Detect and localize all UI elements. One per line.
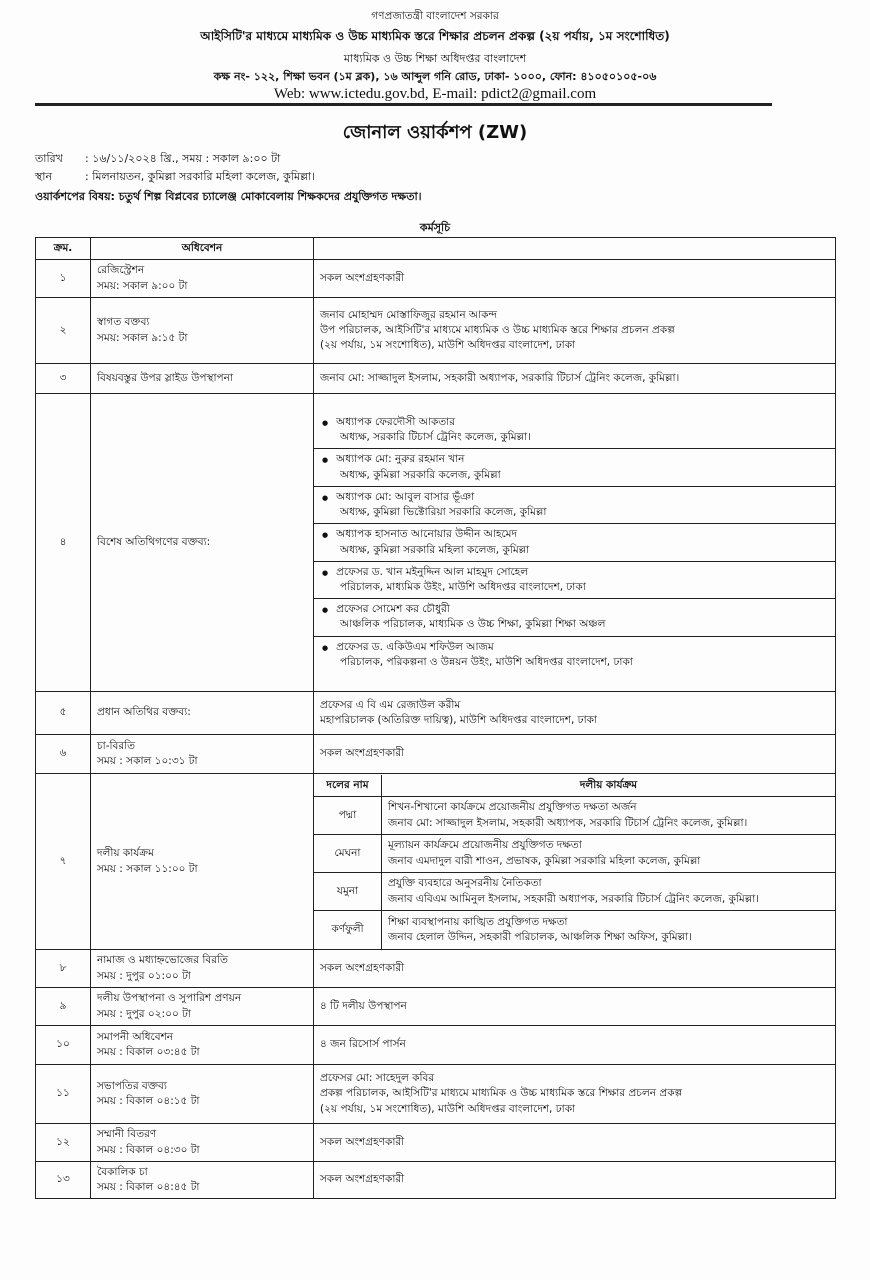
table-row	[36, 260, 836, 298]
group-row	[314, 797, 835, 835]
project-line: আইসিটি'র মাধ্যমে মাধ্যমিক ও উচ্চ মাধ্যমিক স্তরে শিক্ষার প্রচলন প্রকল্প (২য় পর্যায়, ১ম সংশোধিত)	[200, 29, 670, 43]
web-line: Web: www.ictedu.gov.bd, E-mail: pdict2@gmail.com	[273, 86, 597, 102]
detail-cell	[314, 988, 836, 1026]
session-cell	[91, 394, 314, 692]
session-name: প্রধান অতিথির বক্তব্য:	[97, 706, 191, 719]
session-time: সময় : বিকাল ০৪:৪৫ টা	[97, 1181, 200, 1193]
group-row	[314, 911, 835, 949]
guest-item	[314, 637, 835, 673]
session-cell	[91, 692, 314, 735]
bullet-icon: ●	[322, 418, 329, 427]
detail-line: জনাব মোহাম্মদ মোস্তাফিজুর রহমান আকন্দ	[320, 308, 497, 321]
group-activity	[382, 873, 836, 911]
guest-item	[314, 599, 835, 636]
group-topic: শিক্ষা ব্যবস্থাপনায় কাঙ্খিত প্রযুক্তিগত দক্ষতা	[388, 915, 568, 928]
guest-role: অধ্যক্ষ, সরকারি টিচার্স ট্রেনিং কলেজ, কুমিল্লা।	[340, 431, 531, 444]
serial-cell: ১	[36, 260, 91, 298]
group-activity	[382, 835, 836, 873]
schedule-table	[35, 237, 836, 1199]
guest-name: প্রফেসর ড. খান মইনুদ্দিন আল মাহমুদ সোহেল	[336, 565, 529, 578]
detail-cell	[314, 1026, 836, 1065]
date-row	[35, 150, 280, 169]
session-name: সভাপতির বক্তব্য	[97, 1079, 167, 1092]
guest-name: অধ্যাপক মো: নুরুর রহমান খান	[336, 453, 465, 466]
guest-name: প্রফেসর সোমেশ কর চৌধুরী	[336, 603, 450, 616]
table-row	[36, 988, 836, 1026]
group-name: কর্ণফুলী	[314, 911, 382, 949]
session-time: সময় : দুপুর ০১:০০ টা	[97, 969, 191, 982]
guest-name-line	[322, 415, 829, 430]
schedule-title: কর্মসূচি	[419, 221, 451, 234]
session-time: সময় : বিকাল ০৩:৪৫ টা	[97, 1046, 200, 1058]
bullet-icon: ●	[322, 606, 329, 615]
guest-name-line	[322, 452, 829, 467]
table-header	[36, 238, 836, 260]
detail-cell	[314, 394, 836, 692]
detail-cell	[314, 774, 836, 950]
bullet-icon: ●	[322, 568, 329, 577]
serial-cell: ৫	[36, 692, 91, 735]
detail-line: প্রকল্প পরিচালক, আইসিটি'র মাধ্যমে মাধ্যমিক ও উচ্চ মাধ্যমিক স্তরে শিক্ষার প্রচলন প্রকল্প	[320, 1087, 683, 1100]
table-row	[36, 1124, 836, 1162]
detail-line: জনাব মো: সাজ্জাদুল ইসলাম, সহকারী অধ্যাপক, সরকারি টিচার্স ট্রেনিং কলেজ, কুমিল্লা।	[320, 371, 680, 384]
group-topic: মূল্যায়ন কার্যক্রমে প্রয়োজনীয় প্রযুক্তিগত দক্ষতা	[388, 839, 582, 852]
bullet-icon: ●	[322, 643, 329, 652]
session-name: বিশেষ অতিথিগণের বক্তব্য:	[97, 535, 211, 548]
guest-item	[314, 562, 835, 599]
session-name: রেজিস্ট্রেশন	[97, 264, 145, 277]
detail-line: সকল অংশগ্রহণকারী	[320, 1135, 405, 1148]
table-row	[36, 1065, 836, 1124]
col-session: অধিবেশন	[91, 238, 314, 260]
place-row	[35, 168, 315, 187]
detail-line: ৪ জন রিসোর্স পার্সন	[320, 1038, 406, 1051]
session-name: সম্মানী বিতরণ	[97, 1128, 157, 1141]
table-row	[36, 950, 836, 988]
session-time: সময় : সকাল ১০:৩১ টা	[97, 755, 198, 767]
group-name: যমুনা	[314, 873, 382, 911]
serial-cell: ৩	[36, 364, 91, 394]
guest-name: অধ্যাপক মো: আবুল বাসার ভূঁঞা	[336, 490, 475, 503]
session-name: বৈকালিক চা	[97, 1165, 148, 1178]
session-cell	[91, 1065, 314, 1124]
session-name: স্বাগত বক্তব্য	[97, 316, 150, 329]
session-time: সময়: সকাল ৯:০০ টা	[97, 279, 188, 292]
guest-name: অধ্যাপক হাসনাত আনোয়ার উদ্দীন আহমেদ	[336, 528, 518, 541]
group-activity-header: দলীয় কার্যক্রম	[382, 775, 836, 797]
detail-cell	[314, 692, 836, 735]
detail-cell	[314, 735, 836, 774]
serial-cell: ১০	[36, 1026, 91, 1065]
serial-cell: ৪	[36, 394, 91, 692]
table-row	[36, 298, 836, 364]
guest-role: পরিচালক, মাধ্যমিক উইং, মাউশি অধিদপ্তর বাংলাদেশ, ঢাকা	[340, 580, 586, 593]
guest-role: অধ্যক্ষ, কুমিল্লা ভিক্টোরিয়া সরকারি কলেজ, কুমিল্লা	[340, 506, 547, 519]
detail-cell	[314, 298, 836, 364]
table-row	[36, 735, 836, 774]
bullet-icon: ●	[322, 531, 329, 540]
gov-line: গণপ্রজাতন্ত্রী বাংলাদেশ সরকার	[371, 10, 499, 22]
group-topic: শিখন-শিখানো কার্যক্রমে প্রয়োজনীয় প্রযুক্তিগত দক্ষতা অর্জন	[388, 801, 637, 814]
session-name: বিষয়বস্তুর উপর স্লাইড উপস্থাপনা	[97, 371, 233, 384]
session-cell	[91, 260, 314, 298]
detail-cell	[314, 950, 836, 988]
session-cell	[91, 774, 314, 950]
session-cell	[91, 364, 314, 394]
guest-item	[314, 487, 835, 524]
group-name: পদ্মা	[314, 797, 382, 835]
session-name: দলীয় কার্যক্রম	[97, 847, 154, 860]
session-cell	[91, 298, 314, 364]
session-cell	[91, 735, 314, 774]
session-name: নামাজ ও মধ্যাহ্নভোজের বিরতি	[97, 954, 228, 967]
place-label: স্থান	[35, 170, 53, 183]
detail-line: প্রফেসর মো: সাহেদুল কবির	[320, 1072, 435, 1085]
detail-cell	[314, 364, 836, 394]
session-name: সমাপনী অধিবেশন	[97, 1030, 174, 1043]
guest-name-line	[322, 565, 829, 580]
session-cell	[91, 1026, 314, 1065]
serial-cell: ১১	[36, 1065, 91, 1124]
group-activity	[382, 797, 836, 835]
col-serial: ক্রম.	[36, 238, 91, 260]
guest-name-line	[322, 640, 829, 655]
detail-line: সকল অংশগ্রহণকারী	[320, 961, 405, 974]
page-title: জোনাল ওয়ার্কশপ (ZW)	[342, 122, 528, 143]
table-row	[36, 692, 836, 735]
group-table	[314, 775, 835, 949]
table-row	[36, 1026, 836, 1065]
detail-line: সকল অংশগ্রহণকারী	[320, 1173, 405, 1186]
detail-line: মহাপরিচালক (অতিরিক্ত দায়িত্ব), মাউশি অধিদপ্তর বাংলাদেশ, ঢাকা	[320, 714, 598, 726]
serial-cell: ৮	[36, 950, 91, 988]
table-row	[36, 774, 836, 950]
group-lead: জনাব হেলাল উদ্দিন, সহকারী পরিচালক, আঞ্চলিক শিক্ষা অফিস, কুমিল্লা।	[388, 930, 692, 943]
dept-line: মাধ্যমিক ও উচ্চ শিক্ষা অধিদপ্তর বাংলাদেশ	[343, 52, 527, 65]
guest-item	[314, 449, 835, 486]
guest-item	[314, 524, 835, 561]
session-name: চা-বিরতি	[97, 739, 136, 752]
group-header	[314, 775, 835, 797]
group-activity	[382, 911, 836, 949]
group-lead: জনাব মো: সাজ্জাদুল ইসলাম, সহকারী অধ্যাপক, সরকারি টিচার্স ট্রেনিং কলেজ, কুমিল্লা।	[388, 816, 748, 829]
table-row	[36, 1162, 836, 1199]
serial-cell: ৯	[36, 988, 91, 1026]
guest-name-line	[322, 490, 829, 505]
date-value: : ১৬/১১/২০২৪ খ্রি., সময় : সকাল ৯:০০ টা	[85, 152, 281, 165]
serial-cell: ১৩	[36, 1162, 91, 1199]
group-lead: জনাব এমদাদুল বারী শাওন, প্রভাষক, কুমিল্লা সরকারি মহিলা কলেজ, কুমিল্লা	[388, 854, 701, 867]
session-time: সময় : সকাল ১১:০০ টা	[97, 862, 198, 875]
session-cell	[91, 988, 314, 1026]
guest-item	[314, 412, 835, 449]
workshop-subject: ওয়ার্কশপের বিষয়: চতুর্থ শিল্প বিপ্লবের চ্যালেঞ্জ মোকাবেলায় শিক্ষকদের প্রযুক্তিগত দক্ষতা।	[35, 190, 422, 203]
session-time: সময়: সকাল ৯:১৫ টা	[97, 331, 188, 344]
detail-line: প্রফেসর এ বি এম রেজাউল করীম	[320, 698, 461, 711]
guest-name-line	[322, 602, 829, 617]
detail-line: ৪ টি দলীয় উপস্থাপন	[320, 999, 407, 1012]
detail-line: সকল অংশগ্রহণকারী	[320, 271, 405, 284]
guest-name-line	[322, 527, 829, 542]
group-name: মেঘনা	[314, 835, 382, 873]
session-time: সময় : বিকাল ০৪:১৫ টা	[97, 1095, 200, 1107]
table-row	[36, 364, 836, 394]
serial-cell: ৭	[36, 774, 91, 950]
detail-cell	[314, 1124, 836, 1162]
group-topic: প্রযুক্তি ব্যবহারে অনুসরনীয় নৈতিকতা	[388, 877, 542, 890]
place-value: : মিলনায়তন, কুমিল্লা সরকারি মহিলা কলেজ, কুমিল্লা।	[85, 170, 316, 183]
detail-cell	[314, 1065, 836, 1124]
detail-line: সকল অংশগ্রহণকারী	[320, 747, 405, 760]
address-line: কক্ষ নং- ১২২, শিক্ষা ভবন (১ম ব্লক), ১৬ আব্দুল গনি রোড, ঢাকা- ১০০০, ফোন: ৪১০৫০১০৫-০৬	[213, 70, 657, 83]
guest-role: পরিচালক, পরিকল্পনা ও উন্নয়ন উইং, মাউশি অধিদপ্তর বাংলাদেশ, ঢাকা	[340, 655, 633, 668]
detail-line: (২য় পর্যায়, ১ম সংশোধিত), মাউশি অধিদপ্তর বাংলাদেশ, ঢাকা	[320, 1102, 576, 1115]
group-lead: জনাব এবিএম আমিনুল ইসলাম, সহকারী অধ্যাপক, সরকারি টিচার্স ট্রেনিং কলেজ, কুমিল্লা।	[388, 892, 760, 905]
bullet-icon: ●	[322, 456, 329, 465]
detail-line: উপ পরিচালক, আইসিটি'র মাধ্যমে মাধ্যমিক ও উচ্চ মাধ্যমিক স্তরে শিক্ষার প্রচলন প্রকল্প	[320, 323, 675, 336]
header-divider	[35, 103, 772, 106]
col-detail	[314, 238, 836, 260]
session-name: দলীয় উপস্থাপনা ও সুপারিশ প্রণয়ন	[97, 992, 242, 1005]
guest-list	[314, 412, 835, 673]
date-label: তারিখ	[35, 152, 63, 165]
session-time: সময় : দুপুর ০২:০০ টা	[97, 1007, 191, 1020]
table-row	[36, 394, 836, 692]
session-cell	[91, 950, 314, 988]
guest-role: অধ্যক্ষ, কুমিল্লা সরকারি মহিলা কলেজ, কুমিল্লা	[340, 543, 530, 556]
bullet-icon: ●	[322, 493, 329, 502]
serial-cell: ১২	[36, 1124, 91, 1162]
guest-name: অধ্যাপক ফেরদৌসী আকতার	[336, 415, 456, 428]
session-time: সময় : বিকাল ০৪:৩০ টা	[97, 1143, 200, 1156]
session-cell	[91, 1162, 314, 1199]
detail-cell	[314, 260, 836, 298]
detail-line: (২য় পর্যায়, ১ম সংশোধিত), মাউশি অধিদপ্তর বাংলাদেশ, ঢাকা	[320, 339, 576, 352]
serial-cell: ২	[36, 298, 91, 364]
detail-cell	[314, 1162, 836, 1199]
session-cell	[91, 1124, 314, 1162]
guest-role: আঞ্চলিক পরিচালক, মাধ্যমিক ও উচ্চ শিক্ষা, কুমিল্লা শিক্ষা অঞ্চল	[340, 618, 606, 631]
group-name-header: দলের নাম	[314, 775, 382, 797]
guest-name: প্রফেসর ড. একিউএম শফিউল আজম	[336, 640, 494, 653]
guest-role: অধ্যক্ষ, কুমিল্লা সরকারি কলেজ, কুমিল্লা	[340, 468, 501, 481]
group-row	[314, 835, 835, 873]
serial-cell: ৬	[36, 735, 91, 774]
group-row	[314, 873, 835, 911]
